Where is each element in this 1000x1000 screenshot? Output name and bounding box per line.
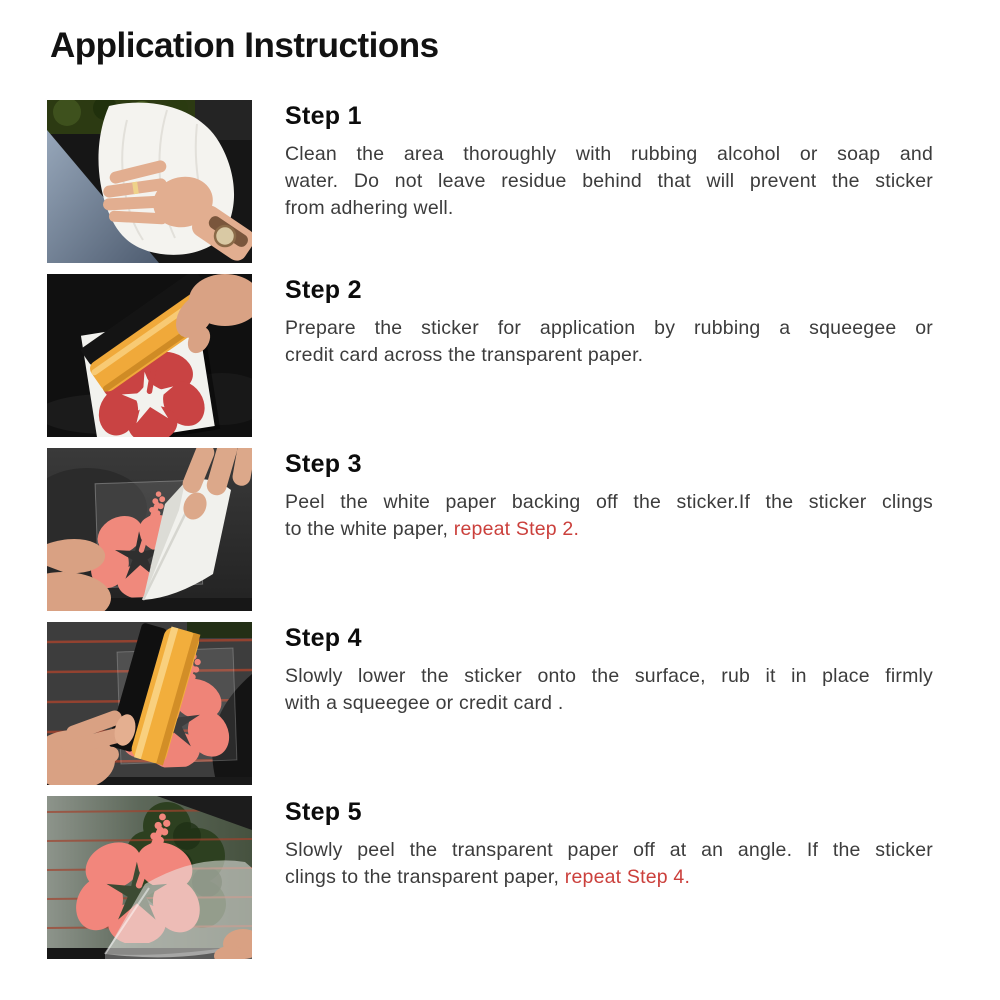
squeegee-on-paper-illustration [47, 274, 252, 437]
step5-heading: Step 5 [285, 798, 362, 826]
step5-copy [285, 796, 933, 891]
step1-heading: Step 1 [285, 102, 362, 130]
step4-copy [285, 622, 933, 717]
step1-copy [285, 100, 933, 222]
squeegee-on-window-illustration [47, 622, 252, 785]
page-title: Application Instructions [50, 26, 439, 65]
step4-photo [47, 622, 252, 785]
step3-copy [285, 448, 933, 543]
step1-description: Clean the area thoroughly with rubbing alcohol or soap and water. Do not leave residue behind that will prevent the sticker from adhering well. [285, 143, 933, 219]
step5-description: Slowly peel the transparent paper off at an angle. If the sticker clings to the transparent paper, repeat Step 4. [285, 839, 933, 888]
step-row-3 [47, 448, 933, 611]
repeat-step-note: repeat Step 4. [564, 866, 691, 888]
step-row-4 [47, 622, 933, 785]
step2-heading: Step 2 [285, 276, 362, 304]
step1-photo [47, 100, 252, 263]
step2-description: Prepare the sticker for application by rubbing a squeegee or credit card across the transparent paper. [285, 317, 933, 366]
step-row-5 [47, 796, 933, 959]
cleaning-cloth-illustration [47, 100, 252, 263]
step-row-2 [47, 274, 933, 437]
step4-description: Slowly lower the sticker onto the surface, rub it in place firmly with a squeegee or credit card . [285, 665, 933, 714]
peel-transfer-paper-illustration [47, 796, 252, 959]
step2-photo [47, 274, 252, 437]
step3-heading: Step 3 [285, 450, 362, 478]
step4-heading: Step 4 [285, 624, 362, 652]
step3-photo [47, 448, 252, 611]
step5-photo [47, 796, 252, 959]
step3-description: Peel the white paper backing off the sticker.If the sticker clings to the white paper, repeat Step 2. [285, 491, 933, 540]
watch-face [215, 226, 235, 246]
step2-copy [285, 274, 933, 369]
peel-backing-illustration [47, 448, 252, 611]
step-row-1 [47, 100, 933, 263]
repeat-step-note: repeat Step 2. [453, 518, 580, 540]
